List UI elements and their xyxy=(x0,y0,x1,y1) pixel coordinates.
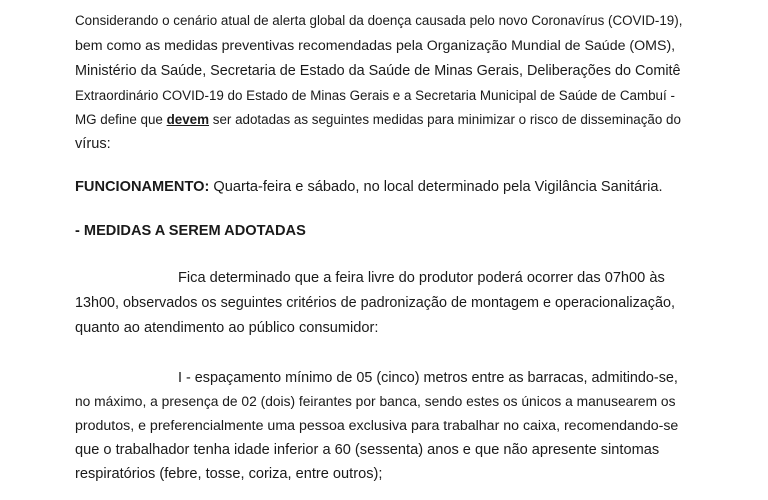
paragraph-line-3: quanto ao atendimento ao público consumidor: xyxy=(75,320,379,336)
item-i-line-4: que o trabalhador tenha idade inferior a 60 (sessenta) anos e que não apresente sintomas xyxy=(75,442,660,458)
paragraph-line-1: Fica determinado que a feira livre do produtor poderá ocorrer das 07h00 às xyxy=(178,270,665,286)
funcionamento-line xyxy=(75,177,663,197)
funcionamento-text: Quarta-feira e sábado, no local determinado pela Vigilância Sanitária. xyxy=(213,179,663,195)
medidas-heading: - MEDIDAS A SEREM ADOTADAS xyxy=(75,223,306,239)
item-i-line-1: I - espaçamento mínimo de 05 (cinco) metros entre as barracas, admitindo-se, xyxy=(178,370,678,386)
intro-line-5-pre: MG define que xyxy=(75,112,163,127)
intro-line-5 xyxy=(75,110,681,130)
funcionamento-label: FUNCIONAMENTO: xyxy=(75,179,210,195)
item-i-line-3: produtos, e preferencialmente uma pessoa exclusiva para trabalhar no caixa, recomendando-se xyxy=(75,418,679,434)
intro-line-4: Extraordinário COVID-19 do Estado de Minas Gerais e a Secretaria Municipal de Saúde de Cambuí - xyxy=(75,88,675,103)
intro-line-6: vírus: xyxy=(75,136,111,152)
item-i-line-5: respiratórios (febre, tosse, coriza, entre outros); xyxy=(75,466,383,482)
intro-line-5-post: ser adotadas as seguintes medidas para minimizar o risco de disseminação do xyxy=(212,112,681,127)
emphasis-devem: devem xyxy=(166,112,210,127)
intro-line-3: Ministério da Saúde, Secretaria de Estado da Saúde de Minas Gerais, Deliberações do Comitê xyxy=(75,63,681,79)
intro-line-2: bem como as medidas preventivas recomendadas pela Organização Mundial de Saúde (OMS), xyxy=(75,38,676,54)
paragraph-line-2: 13h00, observados os seguintes critérios de padronização de montagem e operacionalização, xyxy=(75,295,675,311)
item-i-line-2: no máximo, a presença de 02 (dois) feirantes por banca, sendo estes os únicos a manusearem os xyxy=(75,394,676,409)
intro-line-1: Considerando o cenário atual de alerta global da doença causada pelo novo Coronavírus (COVID-19), xyxy=(75,13,683,28)
